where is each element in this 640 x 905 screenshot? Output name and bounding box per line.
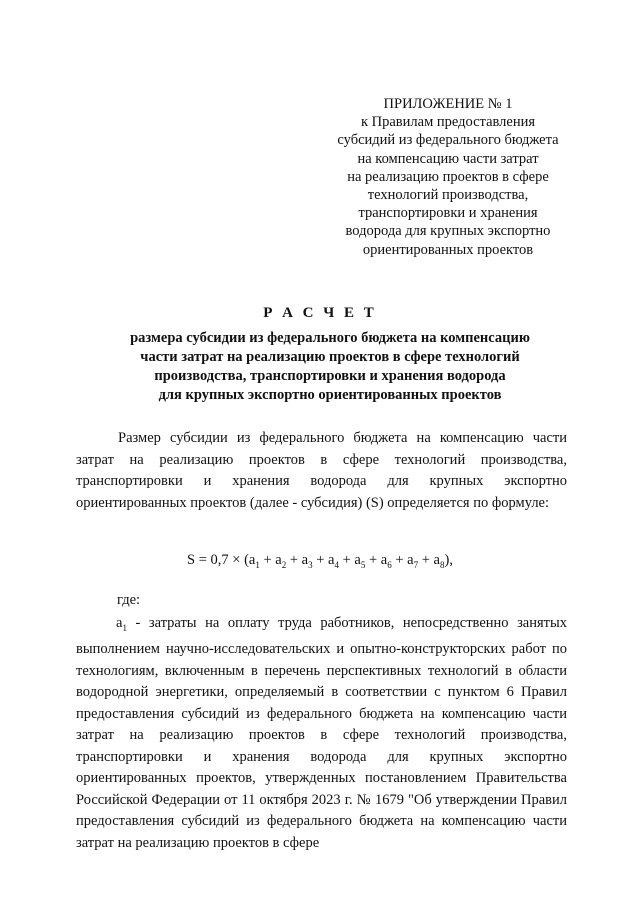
definition-subscript: 1 (122, 622, 127, 633)
formula-plus: + (286, 552, 302, 568)
document-title: Р А С Ч Е Т (263, 305, 377, 321)
formula-subscript: 3 (308, 559, 313, 570)
appendix-line: технологий производства, (367, 187, 529, 204)
appendix-line: на компенсацию части затрат (357, 150, 539, 167)
formula-plus: + (418, 552, 434, 568)
appendix-line: на реализацию проектов в сфере (347, 168, 549, 185)
formula-subscript: 6 (387, 559, 392, 570)
definition-a1 (76, 613, 567, 854)
formula-plus: + (391, 552, 408, 568)
formula-subscript: 2 (281, 559, 287, 570)
appendix-header (320, 95, 576, 259)
definition-symbol: a (116, 615, 123, 631)
appendix-line: к Правилам предоставления (360, 114, 536, 131)
subtitle-line: производства, транспортировки и хранения водорода (154, 368, 506, 384)
appendix-line: субсидий из федерального бюджета (337, 132, 559, 149)
subtitle-line: размера субсидии из федерального бюджета на компенсацию (130, 330, 530, 346)
document-subtitle (60, 329, 600, 405)
formula-lhs: S = 0,7 × ( (187, 552, 249, 568)
formula-terms (249, 552, 445, 568)
formula-subscript: 5 (360, 559, 366, 570)
appendix-line: водорода для крупных экспортно (345, 223, 551, 240)
subtitle-line: части затрат на реализацию проектов в сфере технологий (140, 349, 520, 365)
formula-plus: + (338, 552, 355, 568)
formula-subscript: 8 (439, 559, 445, 570)
appendix-line: ориентированных проектов (362, 241, 534, 258)
where-label: где: (117, 592, 141, 608)
subtitle-line: для крупных экспортно ориентированных проектов (158, 387, 502, 403)
intro-paragraph: Размер субсидии из федерального бюджета на компенсацию части затрат на реализацию проектов в сфере технологий производства, транспортировки и хранения водорода для крупных экспортно ориентированных проектов (далее - субсидия) (S) определяется по формуле: (76, 430, 567, 511)
appendix-line: транспортировки и хранения (358, 205, 538, 222)
formula-subscript: 1 (255, 559, 260, 570)
formula-plus: + (312, 552, 329, 568)
formula-subscript: 4 (334, 559, 339, 570)
definition-text: - затраты на оплату труда работников, непосредственно занятых выполнением научно-исследовательских и опытно-конструкторских работ по технологиям, включенным в перечень перспективных технологий в области водородной энергетики, определяемый в соответствии с пунктом 6 Правил предоставления субсидий из федерального бюджета на компенсацию части затрат на реализацию проектов в сфере технологий производства, транспортировки и хранения водорода для крупных экспортно ориентированных проектов, утвержденных постановлением Правительства Российской Федерации от 11 октября 2023 г. № 1679 "Об утверждении Правил предоставления субсидий из федерального бюджета на компенсацию части затрат на реализацию проектов в сфере (76, 615, 567, 851)
formula-plus: + (365, 552, 381, 568)
formula-term: $a_7$ (407, 552, 419, 570)
formula-plus: + (259, 552, 276, 568)
formula-term: $a_1$ (248, 552, 260, 570)
formula-term: $a_4$ (328, 552, 339, 570)
formula-term: $a_2$ (275, 552, 287, 570)
formula-term: $a_3$ (301, 552, 313, 570)
formula-subscript: 7 (413, 559, 419, 570)
subsidy-formula (0, 552, 640, 570)
formula-term: $a_5$ (354, 552, 366, 570)
formula-term: $a_8$ (433, 552, 445, 570)
formula-term: $a_6$ (380, 552, 392, 570)
formula-rhs: ), (444, 552, 453, 568)
appendix-line: ПРИЛОЖЕНИЕ № 1 (383, 96, 513, 112)
